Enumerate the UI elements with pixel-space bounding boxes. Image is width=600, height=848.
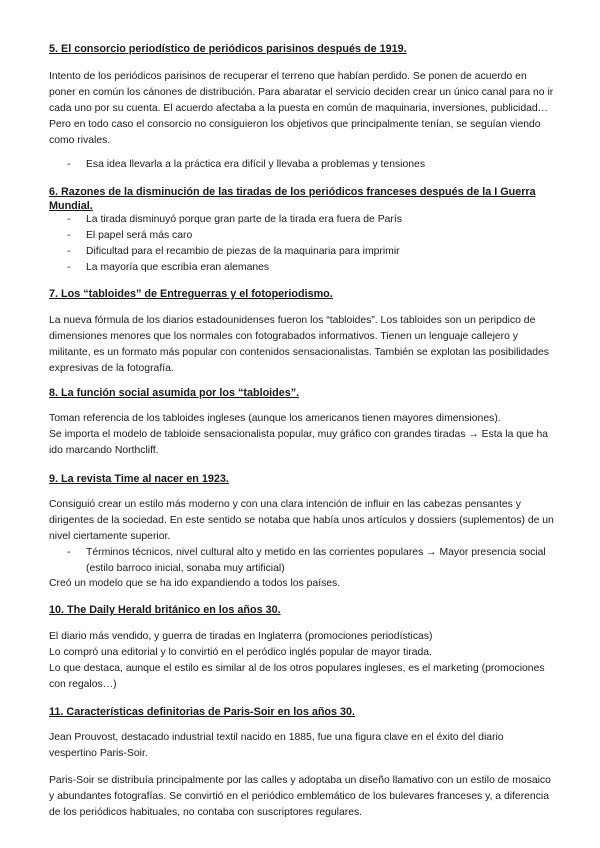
section-5-paragraph: Intento de los periódicos parisinos de recuperar el terreno que habían perdido. Se ponen de acuerdo en poner en común los cánones de distribución. Para abaratar el servicio deciden crear un único canal para no ir cada uno por su cuenta. El acuerdo afectaba a la puesta en común de maquinaria, inversiones, publicidad… Pero en todo caso el consorcio no consiguieron los objetivos que principalmente tenían, se seguían viendo como rivales. (49, 71, 554, 146)
section-10-heading: 10. The Daily Herald británico en los años 30. (49, 604, 281, 616)
section-10-paragraph-2: Lo compró una editorial y lo convirtió en el peródico inglés popular de mayor tirada. (49, 647, 432, 658)
section-9-heading: 9. La revista Time al nacer en 1923. (49, 473, 229, 485)
section-9-bullet-list (49, 545, 549, 577)
bullet-item: - Términos técnicos, nivel cultural alto y metido en las corrientes populares → Mayor presencia social (estilo barroco inicial, sonaba muy artificial) (67, 547, 546, 574)
section-11-heading: 11. Características definitorias de Paris-Soir en los años 30. (49, 706, 356, 718)
bullet-dash: - (67, 159, 71, 170)
section-8-paragraph-1: Toman referencia de los tabloides ingleses (aunque los americanos tienen mayores dimensiones). (49, 413, 501, 424)
section-10-paragraph-3: Lo que destaca, aunque el estilo es similar al de los otros populares ingleses, es el marketing (promociones con regalos…) (49, 663, 545, 690)
section-6-heading: 6. Razones de la disminución de las tiradas de los periódicos franceses después de la I Guerra Mundial. (49, 186, 536, 212)
section-11-paragraph-2: Paris-Soir se distribuía principalmente por las calles y adoptaba un diseño llamativo con un estilo de mosaico y abundantes fotografías. Se convirtió en el periódico emblemático de los bulevares franceses y, a diferencia de los periódicos habituales, no contaba con suscriptores regulares. (49, 775, 551, 818)
bullet-item: - Esa idea llevarla a la práctica era difícil y llevaba a problemas y tensiones (49, 157, 549, 173)
bullet-item: - El papel será más caro (49, 228, 549, 244)
bullet-dash: - (67, 230, 71, 241)
section-9-paragraph: Consiguió crear un estilo más moderno y con una clara intención de influir en las cabezas pensantes y dirigentes de la sociedad. En este sentido se notaba que había unos artículos y dossiers (suplementos) de un nivel ciertamente superior. (49, 499, 554, 542)
section-11-paragraph-1: Jean Prouvost, destacado industrial textil nacido en 1885, fue una figura clave en el éxito del diario vespertino Paris-Soir. (49, 732, 504, 759)
bullet-item: - Dificultad para el recambio de piezas de la maquinaria para imprimir (49, 244, 549, 260)
bullet-dash: - (67, 214, 71, 225)
bullet-dash: - (67, 246, 71, 257)
section-8-paragraph-2: Se importa el modelo de tabloide sensacionalista popular, muy gráfico con grandes tiradas → Esta la que ha ido marcando Northcliff. (49, 429, 549, 456)
section-7-heading: 7. Los “tabloides” de Entreguerras y el fotoperiodismo. (49, 288, 333, 300)
section-5-bullet-list (49, 157, 549, 173)
bullet-dash: - (67, 547, 71, 558)
section-10-paragraph-1: El diario más vendido, y guerra de tiradas en Inglaterra (promociones periodísticas) (49, 631, 433, 642)
section-9-closing-paragraph: Creó un modelo que se ha ido expandiendo a todos los países. (49, 578, 341, 589)
section-6-bullet-list (49, 212, 549, 276)
bullet-item: - La tirada disminuyó porque gran parte de la tirada era fuera de París (49, 212, 549, 228)
section-7-paragraph: La nueva fórmula de los diarios estadounidenses fueron los “tabloides”. Los tabloides son un peripdico de dimensiones menores que los normales con fotograbados informativos. Tienen un lenguaje callejero y militante, es un formato más popular con contenidos sensacionalistas. También se explotan las posibilidades expresivas de la fotografía. (49, 315, 549, 374)
section-5-heading: 5. El consorcio periodístico de periódicos parisinos después de 1919. (49, 43, 407, 55)
section-8-heading: 8. La función social asumida por los “tabloides”. (49, 387, 300, 399)
bullet-item: - La mayoría que escribía eran alemanes (49, 260, 549, 276)
bullet-dash: - (67, 262, 71, 273)
